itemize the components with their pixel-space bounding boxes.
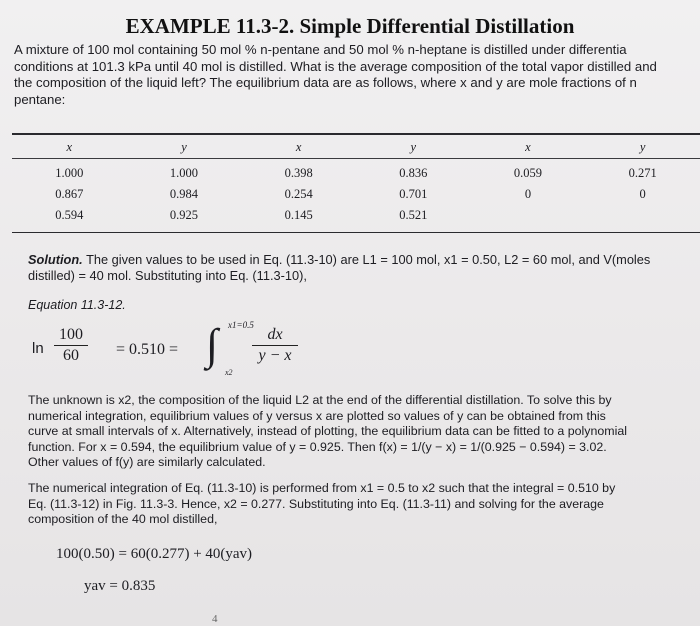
integrand-numerator: dx <box>267 326 283 343</box>
integral-upper-limit: x1=0.5 <box>228 320 254 330</box>
intro-line: the composition of the liquid left? The equilibrium data are as follows, where x and y are mole fractions of n <box>14 75 637 90</box>
paragraph-line: composition of the 40 mol distilled, <box>28 512 218 527</box>
table-cell: 0.059 <box>513 166 543 180</box>
equation-label: Equation 11.3-12. <box>28 298 126 312</box>
col-header-y: y <box>410 139 417 154</box>
col-header-y: y <box>181 139 187 154</box>
integrand-bar <box>252 345 298 346</box>
table-cell: 0 <box>639 187 646 201</box>
table-cell: 0 <box>524 187 532 201</box>
numerical-integration-paragraph <box>28 393 698 471</box>
integral-lower-limit: x2 <box>225 368 233 377</box>
table-header-row <box>12 135 700 159</box>
col-header-x: x <box>295 139 302 154</box>
table-cell <box>585 205 700 232</box>
result-paragraph <box>28 481 698 528</box>
table-cell: 0.271 <box>628 166 657 180</box>
solution-lead: Solution. <box>28 252 83 267</box>
table-cell: 0.398 <box>284 166 313 180</box>
table-row <box>12 159 700 184</box>
paragraph-line: function. For x = 0.594, the equilibrium value of y = 0.925. Then f(x) = 1/(y − x) = 1/(0.925 − 0.594) = 3.02. <box>28 439 607 454</box>
ln-symbol: ln <box>32 340 44 357</box>
problem-statement <box>14 42 700 108</box>
paragraph-line: Other values of f(y) are similarly calculated. <box>28 455 266 470</box>
equals-value: = 0.510 = <box>116 341 179 358</box>
equilibrium-data-table <box>12 133 700 233</box>
table-cell: 0.521 <box>399 208 428 222</box>
paragraph-line: The unknown is x2, the composition of the liquid L2 at the end of the differential distillation. To solve this by <box>28 393 612 407</box>
example-title: EXAMPLE 11.3-2. Simple Differential Distillation <box>125 14 575 38</box>
fraction-numerator: 100 <box>59 326 83 343</box>
col-header-x: x <box>525 139 531 154</box>
intro-line: A mixture of 100 mol containing 50 mol % n-pentane and 50 mol % n-heptane is distilled under differentia <box>14 42 627 57</box>
paragraph-line: Eq. (11.3-12) in Fig. 11.3-3. Hence, x2 = 0.277. Substituting into Eq. (11.3-11) and solving for the average <box>28 496 604 511</box>
material-balance-equation: 100(0.50) = 60(0.277) + 40(yav) <box>56 546 253 562</box>
fraction-denominator: 60 <box>63 347 79 364</box>
page-mark: 4 <box>212 613 218 625</box>
table-header-divider <box>12 158 700 159</box>
table-cell: 1.000 <box>169 166 199 180</box>
table-cell: 0.594 <box>55 208 84 222</box>
equation-11-3-12 <box>30 318 360 380</box>
table-cell: 1.000 <box>55 166 84 180</box>
table-cell: 0.254 <box>284 187 313 201</box>
integral-sign: ∫ <box>206 320 219 369</box>
solution-line: The given values to be used in Eq. (11.3-10) are L1 = 100 mol, x1 = 0.50, L2 = 60 mol, and V(moles <box>86 252 651 267</box>
table-cell: 0.984 <box>169 187 199 201</box>
table-cell: 0.701 <box>399 187 428 201</box>
table-cell: 0.145 <box>284 208 313 222</box>
table-row <box>12 184 700 205</box>
table-cell: 0.836 <box>399 166 428 180</box>
ratio-fraction <box>54 326 88 365</box>
paragraph-line: The numerical integration of Eq. (11.3-10) is performed from x1 = 0.5 to x2 such that the integral = 0.510 by <box>28 481 616 495</box>
average-vapor-result: yav = 0.835 <box>84 578 156 594</box>
paragraph-line: numerical integration, equilibrium values of y versus x are plotted so values of y can be obtained from this <box>28 408 606 423</box>
integrand-fraction <box>252 326 298 365</box>
fraction-bar <box>54 345 88 346</box>
col-header-x: x <box>66 139 73 154</box>
table-cell: 0.867 <box>55 187 84 201</box>
table-row <box>12 205 700 232</box>
intro-line: conditions at 101.3 kPa until 40 mol is distilled. What is the average composition of the total vapor distilled and <box>14 58 657 74</box>
col-header-y: y <box>639 139 646 154</box>
solution-text <box>28 252 698 284</box>
integrand-denominator: y − x <box>258 347 292 364</box>
paragraph-line: curve at small intervals of x. Alternatively, instead of plotting, the equilibrium data can be fitted to a polynomial <box>28 424 627 439</box>
table-cell <box>471 205 586 232</box>
table-cell: 0.925 <box>169 208 199 222</box>
intro-line: pentane: <box>14 91 66 107</box>
solution-line: distilled) = 40 mol. Substituting into Eq. (11.3-10), <box>28 268 307 283</box>
